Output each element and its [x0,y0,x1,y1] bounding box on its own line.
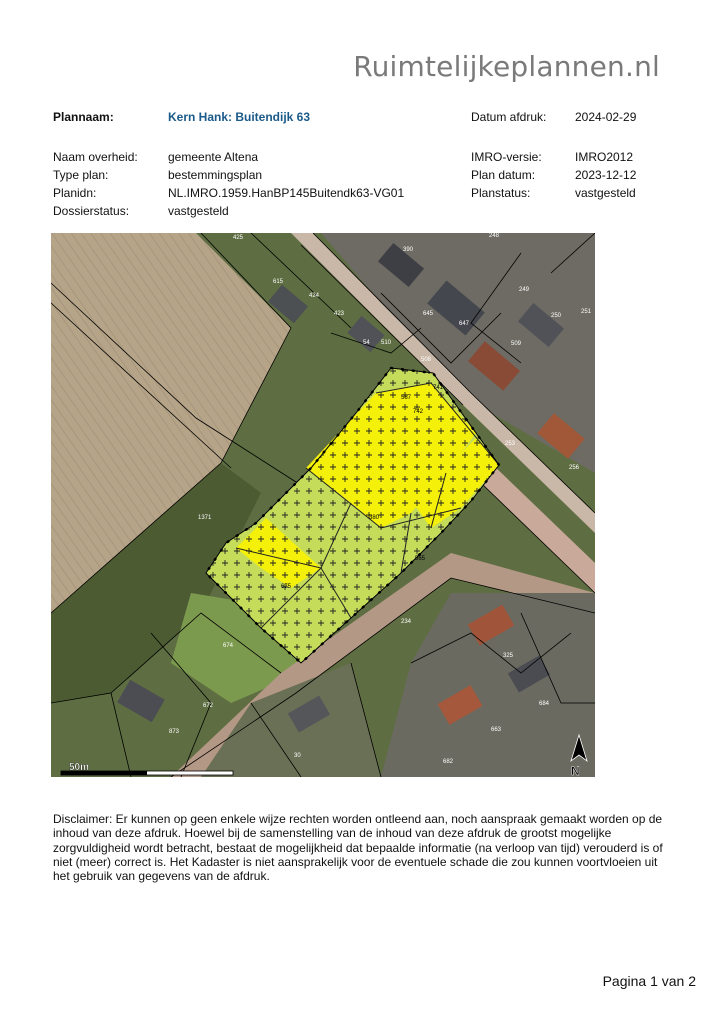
parcel-number: 567 [401,395,412,401]
parcel-number: 645 [423,311,434,317]
datum-afdruk-value: 2024-02-29 [575,110,637,124]
plan-datum-value: 2023-12-12 [575,168,637,182]
parcel-number: 390 [403,247,414,253]
parcel-number: 682 [443,759,454,765]
parcel-number: 684 [539,701,550,707]
imro-versie-label: IMRO-versie: [471,150,542,164]
parcel-number: 873 [169,729,180,735]
dossierstatus-value: vastgesteld [168,204,229,218]
parcel-number: 674 [223,643,234,649]
parcel-number: 250 [551,313,562,319]
parcel-number: 509 [511,341,522,347]
parcel-number: 424 [309,293,320,299]
plan-map[interactable] [51,233,595,777]
parcel-number: 508 [421,357,432,363]
parcel-number: 256 [569,465,580,471]
parcel-number: 253 [505,441,516,447]
parcel-number: 380 [369,515,380,521]
parcel-number: 248 [489,233,500,239]
type-plan-value: bestemmingsplan [168,168,263,182]
brand-logo: Ruimtelijkeplannen.nl [353,50,660,83]
parcel-number: 742 [413,409,424,415]
parcel-number: 325 [503,653,514,659]
planstatus-value: vastgesteld [575,186,636,200]
plannaam-value: Kern Hank: Buitendijk 63 [168,110,311,124]
type-plan-label: Type plan: [53,168,109,182]
naam-overheid-value: gemeente Altena [168,150,259,164]
parcel-number: 425 [233,235,244,241]
parcel-number: 30 [294,753,301,759]
naam-overheid-label: Naam overheid: [53,150,138,164]
datum-afdruk-label: Datum afdruk: [471,110,547,124]
parcel-number: 1371 [198,515,212,521]
disclaimer: Disclaimer: Er kunnen op geen enkele wijze rechten worden ontleend aan, noch aanspraak gemaakt worden op de inhoud van deze afdruk. Hoewel bij de samenstelling van de inhoud van deze afdruk de grootst mogelijke zorgvuldigheid wordt betracht, bestaat de mogelijkheid dat bepaalde informatie (na verloop van tijd) verouderd is of niet (meer) correct is. Het Kadaster is niet aansprakelijk voor de eventuele schade die zou kunnen voortvloeien uit het gebruik van gegevens van de afdruk. [53,812,663,884]
parcel-number: 249 [519,287,530,293]
planidn-label: Planidn: [53,186,97,200]
parcel-number: 54 [363,340,370,346]
parcel-number: 423 [334,311,345,317]
parcel-number: 663 [491,727,502,733]
plannaam-label: Plannaam: [53,110,114,124]
planstatus-label: Planstatus: [471,186,531,200]
parcel-number: 251 [581,309,592,315]
svg-text:50m: 50m [69,762,90,773]
parcel-number: 672 [203,703,214,709]
planidn-value: NL.IMRO.1959.HanBP145Buitendk63-VG01 [168,186,405,200]
parcel-number: 615 [273,279,284,285]
parcel-number: 565 [415,556,426,562]
svg-text:N: N [571,764,580,777]
parcel-number: 675 [281,584,292,590]
plan-datum-label: Plan datum: [471,168,536,182]
dossierstatus-label: Dossierstatus: [53,204,130,218]
parcel-number: 510 [381,340,392,346]
parcel-number: 741 [433,385,444,391]
parcel-number: 234 [401,619,412,625]
imro-versie-value: IMRO2012 [575,150,634,164]
page-indicator: Pagina 1 van 2 [602,973,696,989]
parcel-number: 647 [459,321,470,327]
